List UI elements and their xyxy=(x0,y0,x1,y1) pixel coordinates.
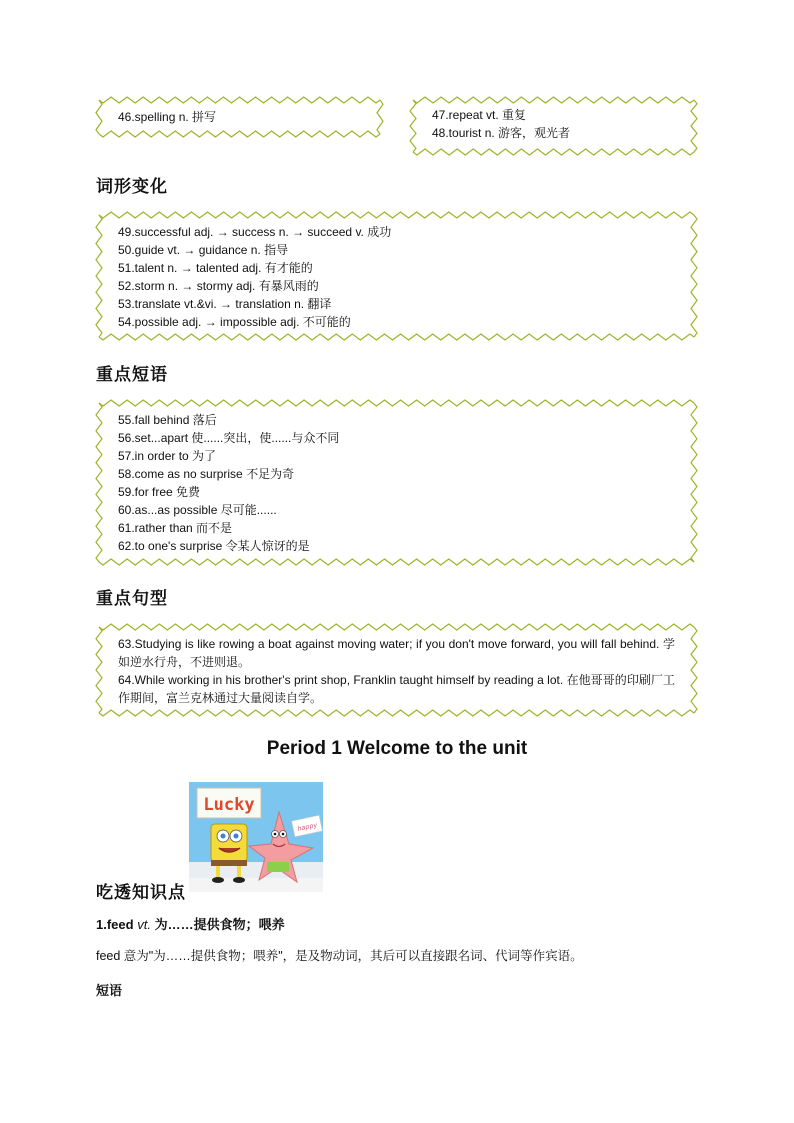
phrase-item: 58.come as no surprise 不足为奇 xyxy=(118,467,295,481)
word-form-item: 51.talent n. → talented adj. 有才能的 xyxy=(118,261,313,275)
sentences-box xyxy=(96,624,697,716)
cartoon-illustration xyxy=(189,782,323,892)
vocab-item: 47.repeat vt. 重复 xyxy=(432,108,527,122)
spongebob-patrick-picture xyxy=(189,782,323,892)
zigzag-edge xyxy=(691,403,697,562)
phrase-item: 59.for free 免费 xyxy=(118,485,201,499)
word-form-item: 50.guide vt. → guidance n. 指导 xyxy=(118,243,289,257)
knowledge-heading: 吃透知识点 xyxy=(96,883,186,903)
zigzag-edge xyxy=(99,334,694,340)
item1-meaning: 为……提供食物；喂养 xyxy=(154,917,285,932)
phrase-item: 62.to one's surprise 令某人惊讶的是 xyxy=(118,539,310,553)
phrases-subheading: 短语 xyxy=(96,983,123,998)
word-form-item: 49.successful adj. → success n. → succeed v. 成功 xyxy=(118,225,392,239)
zigzag-edge xyxy=(99,710,694,716)
section-heading-sentences: 重点句型 xyxy=(96,589,168,609)
zigzag-edge xyxy=(691,100,697,152)
vocab-item: 48.tourist n. 游客，观光者 xyxy=(432,126,571,140)
zigzag-edge xyxy=(691,627,697,713)
zigzag-edge xyxy=(99,624,694,630)
zigzag-edge xyxy=(96,403,102,562)
zigzag-edge xyxy=(410,100,416,152)
card-text: happy xyxy=(296,820,318,833)
section-heading-word-forms: 词形变化 xyxy=(96,177,168,197)
phrase-item: 55.fall behind 落后 xyxy=(118,413,217,427)
zigzag-edge xyxy=(99,97,380,103)
word-form-item: 53.translate vt.&vi. → translation n. 翻译 xyxy=(118,297,332,311)
word-forms-box xyxy=(96,212,697,340)
vocab-box-46 xyxy=(96,97,383,137)
word-form-item: 54.possible adj. → impossible adj. 不可能的 xyxy=(118,315,351,329)
zigzag-edge xyxy=(691,215,697,337)
sentence-item: 63.Studying is like rowing a boat against moving water; if you don't move forward, you will fall behind. 学如逆水行舟，不进则退。 xyxy=(118,637,675,669)
sentence-item: 64.While working in his brother's print shop, Franklin taught himself by reading a lot. 在他哥哥的印刷厂工作期间，富兰克林通过大量阅读自学。 xyxy=(118,673,675,705)
zigzag-edge xyxy=(96,100,102,134)
phrases-box xyxy=(96,400,697,565)
sign-text: Lucky xyxy=(203,795,255,815)
zigzag-edge xyxy=(96,627,102,713)
zigzag-edge xyxy=(377,100,383,134)
zigzag-edge xyxy=(413,97,694,103)
phrase-item: 56.set...apart 使......突出，使......与众不同 xyxy=(118,431,340,445)
zigzag-edge xyxy=(96,215,102,337)
zigzag-edge xyxy=(99,400,694,406)
zigzag-edge xyxy=(99,131,380,137)
item1-pos: vt. xyxy=(137,917,151,932)
vocab-box-47-48 xyxy=(410,97,697,155)
zigzag-edge xyxy=(99,559,694,565)
word-form-item: 52.storm n. → stormy adj. 有暴风雨的 xyxy=(118,279,319,293)
zigzag-edge xyxy=(413,149,694,155)
phrase-item: 60.as...as possible 尽可能...... xyxy=(118,503,277,517)
phrase-item: 61.rather than 而不是 xyxy=(118,521,233,535)
vocab-item: 46.spelling n. 拼写 xyxy=(118,110,217,124)
item1-word: 1.feed xyxy=(96,917,134,932)
item1-explanation: feed 意为"为……提供食物；喂养"，是及物动词，其后可以直接跟名词、代词等作宾语。 xyxy=(96,949,583,963)
period-title: Period 1 Welcome to the unit xyxy=(266,738,528,759)
section-heading-phrases: 重点短语 xyxy=(96,365,168,385)
zigzag-edge xyxy=(99,212,694,218)
item1-title xyxy=(96,914,285,933)
phrase-item: 57.in order to 为了 xyxy=(118,449,217,463)
